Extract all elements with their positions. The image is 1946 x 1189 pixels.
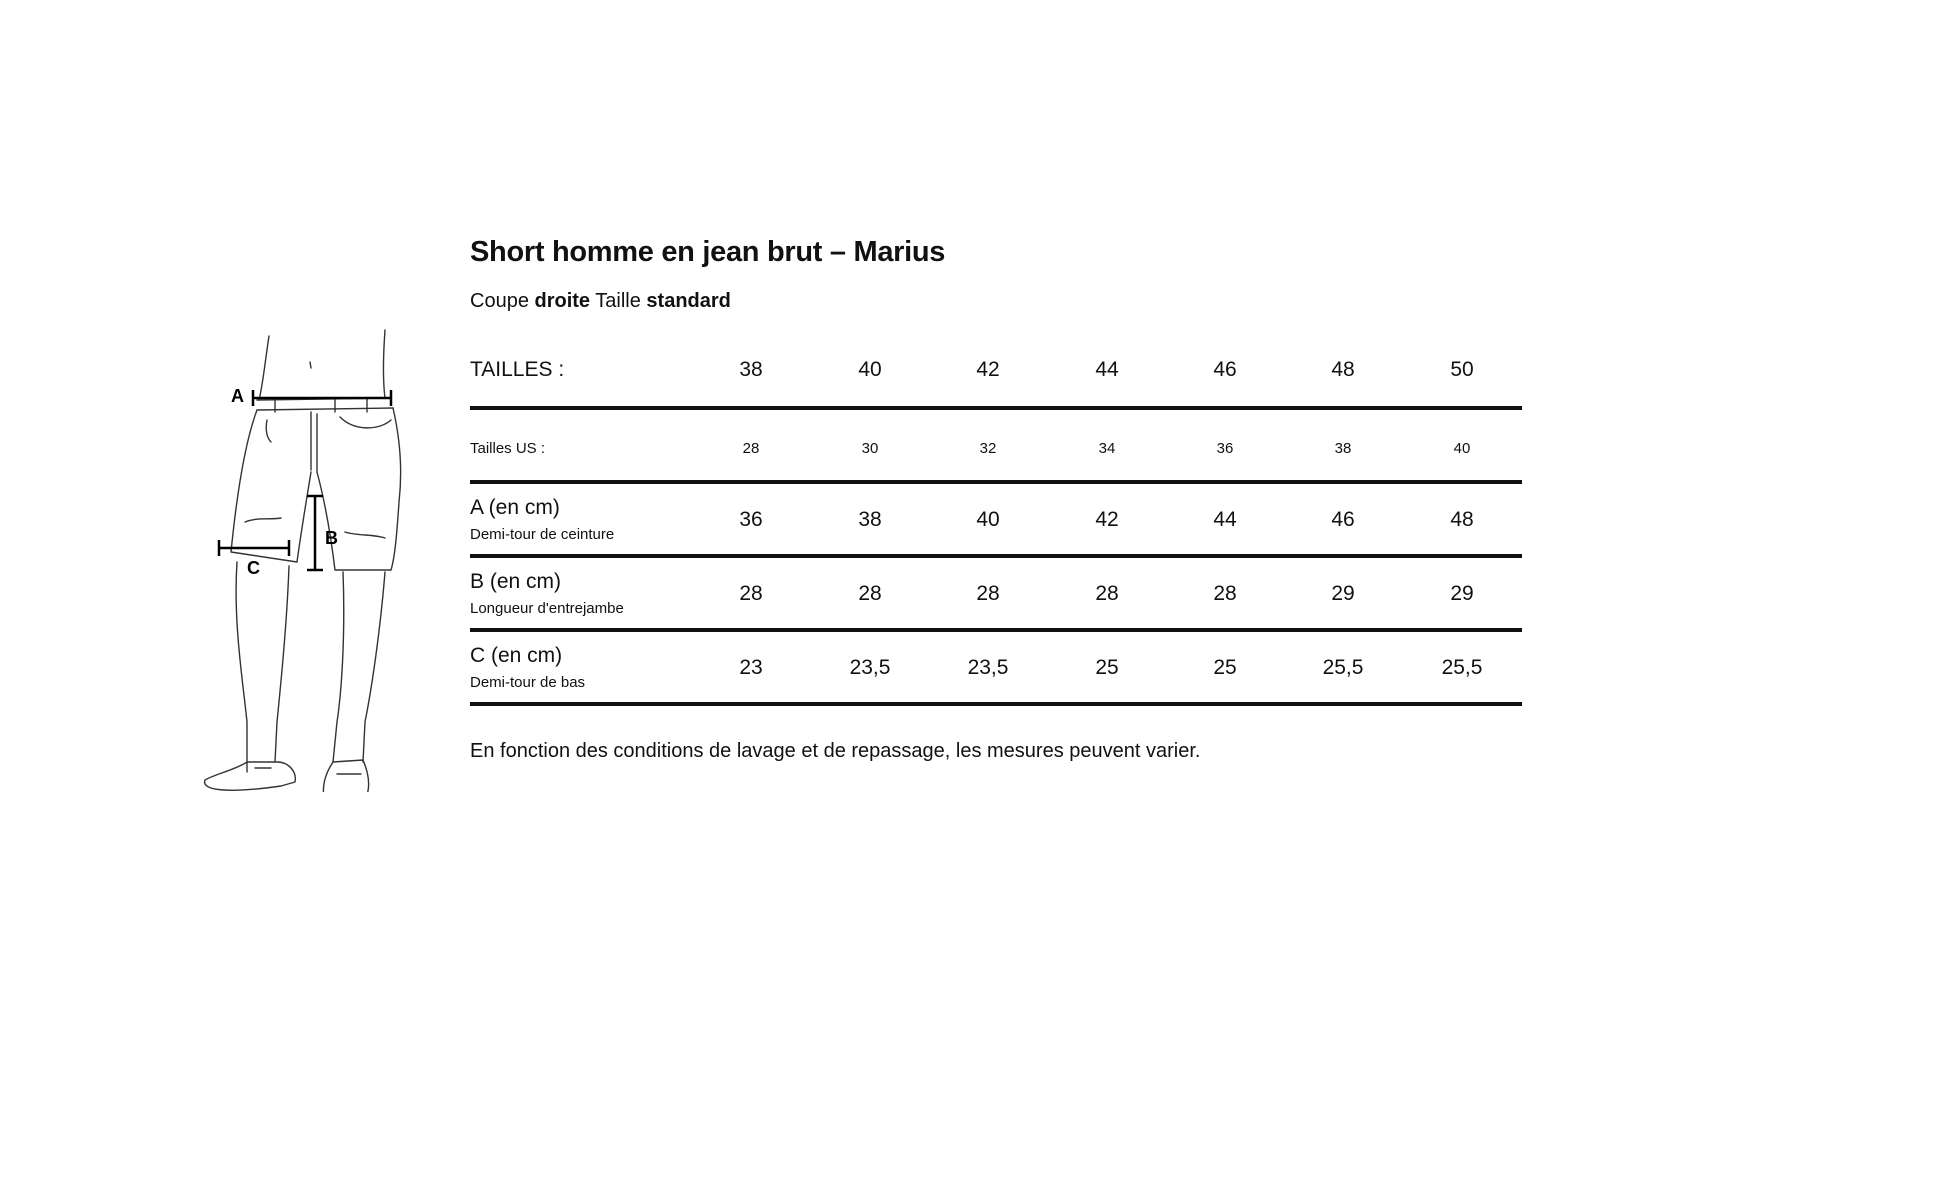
row-label: A (en cm) xyxy=(470,496,560,519)
size-cell: 46 xyxy=(1213,358,1237,381)
row-sublabel: Longueur d'entrejambe xyxy=(470,600,624,617)
marker-a-label: A xyxy=(231,386,244,406)
us-size-cell: 28 xyxy=(742,440,760,457)
page-title: Short homme en jean brut – Marius xyxy=(470,236,946,268)
taille-value: standard xyxy=(646,290,731,312)
measure-cell: 25,5 xyxy=(1322,656,1364,679)
size-cell: 48 xyxy=(1331,358,1355,381)
size-cell: 38 xyxy=(739,358,763,381)
measure-cell: 23,5 xyxy=(849,656,891,679)
sizes-header-label: TAILLES : xyxy=(470,358,565,381)
measure-cell: 23 xyxy=(739,656,763,679)
measure-cell: 25 xyxy=(1213,656,1237,679)
measure-cell: 40 xyxy=(976,508,1000,531)
marker-b-label: B xyxy=(325,528,338,548)
measure-cell: 23,5 xyxy=(967,656,1009,679)
table-header-row xyxy=(470,340,1522,410)
measure-cell: 29 xyxy=(1450,582,1474,605)
us-size-cell: 40 xyxy=(1453,440,1471,457)
us-size-cell: 36 xyxy=(1216,440,1234,457)
measure-cell: 28 xyxy=(739,582,763,605)
marker-c-label: C xyxy=(247,558,260,578)
measure-cell: 29 xyxy=(1331,582,1355,605)
care-footnote: En fonction des conditions de lavage et de repassage, les mesures peuvent varier. xyxy=(470,740,1201,762)
measure-cell: 28 xyxy=(1095,582,1119,605)
coupe-value: droite xyxy=(534,290,591,312)
measure-cell: 42 xyxy=(1095,508,1119,531)
size-cell: 44 xyxy=(1095,358,1119,381)
measure-cell: 44 xyxy=(1213,508,1237,531)
size-cell: 40 xyxy=(858,358,882,381)
measure-cell: 25,5 xyxy=(1441,656,1483,679)
us-size-cell: 34 xyxy=(1098,440,1116,457)
coupe-label: Coupe xyxy=(470,290,529,312)
row-sublabel: Demi-tour de ceinture xyxy=(470,526,615,543)
row-label: C (en cm) xyxy=(470,644,563,667)
measurement-row-a xyxy=(470,484,1522,558)
measure-cell: 28 xyxy=(858,582,882,605)
measure-cell: 28 xyxy=(976,582,1000,605)
us-size-cell: 32 xyxy=(979,440,997,457)
measure-cell: 48 xyxy=(1450,508,1474,531)
us-size-cell: 30 xyxy=(861,440,879,457)
shorts-figure-drawing xyxy=(185,322,415,792)
measure-cell: 46 xyxy=(1331,508,1355,531)
size-cell: 42 xyxy=(976,358,1000,381)
measure-cell: 36 xyxy=(739,508,763,531)
row-label: B (en cm) xyxy=(470,570,562,593)
measure-cell: 25 xyxy=(1095,656,1119,679)
us-sizes-label: Tailles US : xyxy=(470,440,546,457)
measure-cell: 28 xyxy=(1213,582,1237,605)
taille-label: Taille xyxy=(595,290,641,312)
size-table xyxy=(470,340,1522,706)
fit-description xyxy=(470,290,731,313)
us-sizes-row xyxy=(470,410,1522,484)
us-size-cell: 38 xyxy=(1334,440,1352,457)
shorts-illustration xyxy=(185,322,415,792)
measure-cell: 38 xyxy=(858,508,882,531)
row-sublabel: Demi-tour de bas xyxy=(470,674,586,691)
measurement-row-c xyxy=(470,632,1522,706)
measurement-row-b xyxy=(470,558,1522,632)
size-cell: 50 xyxy=(1450,358,1474,381)
